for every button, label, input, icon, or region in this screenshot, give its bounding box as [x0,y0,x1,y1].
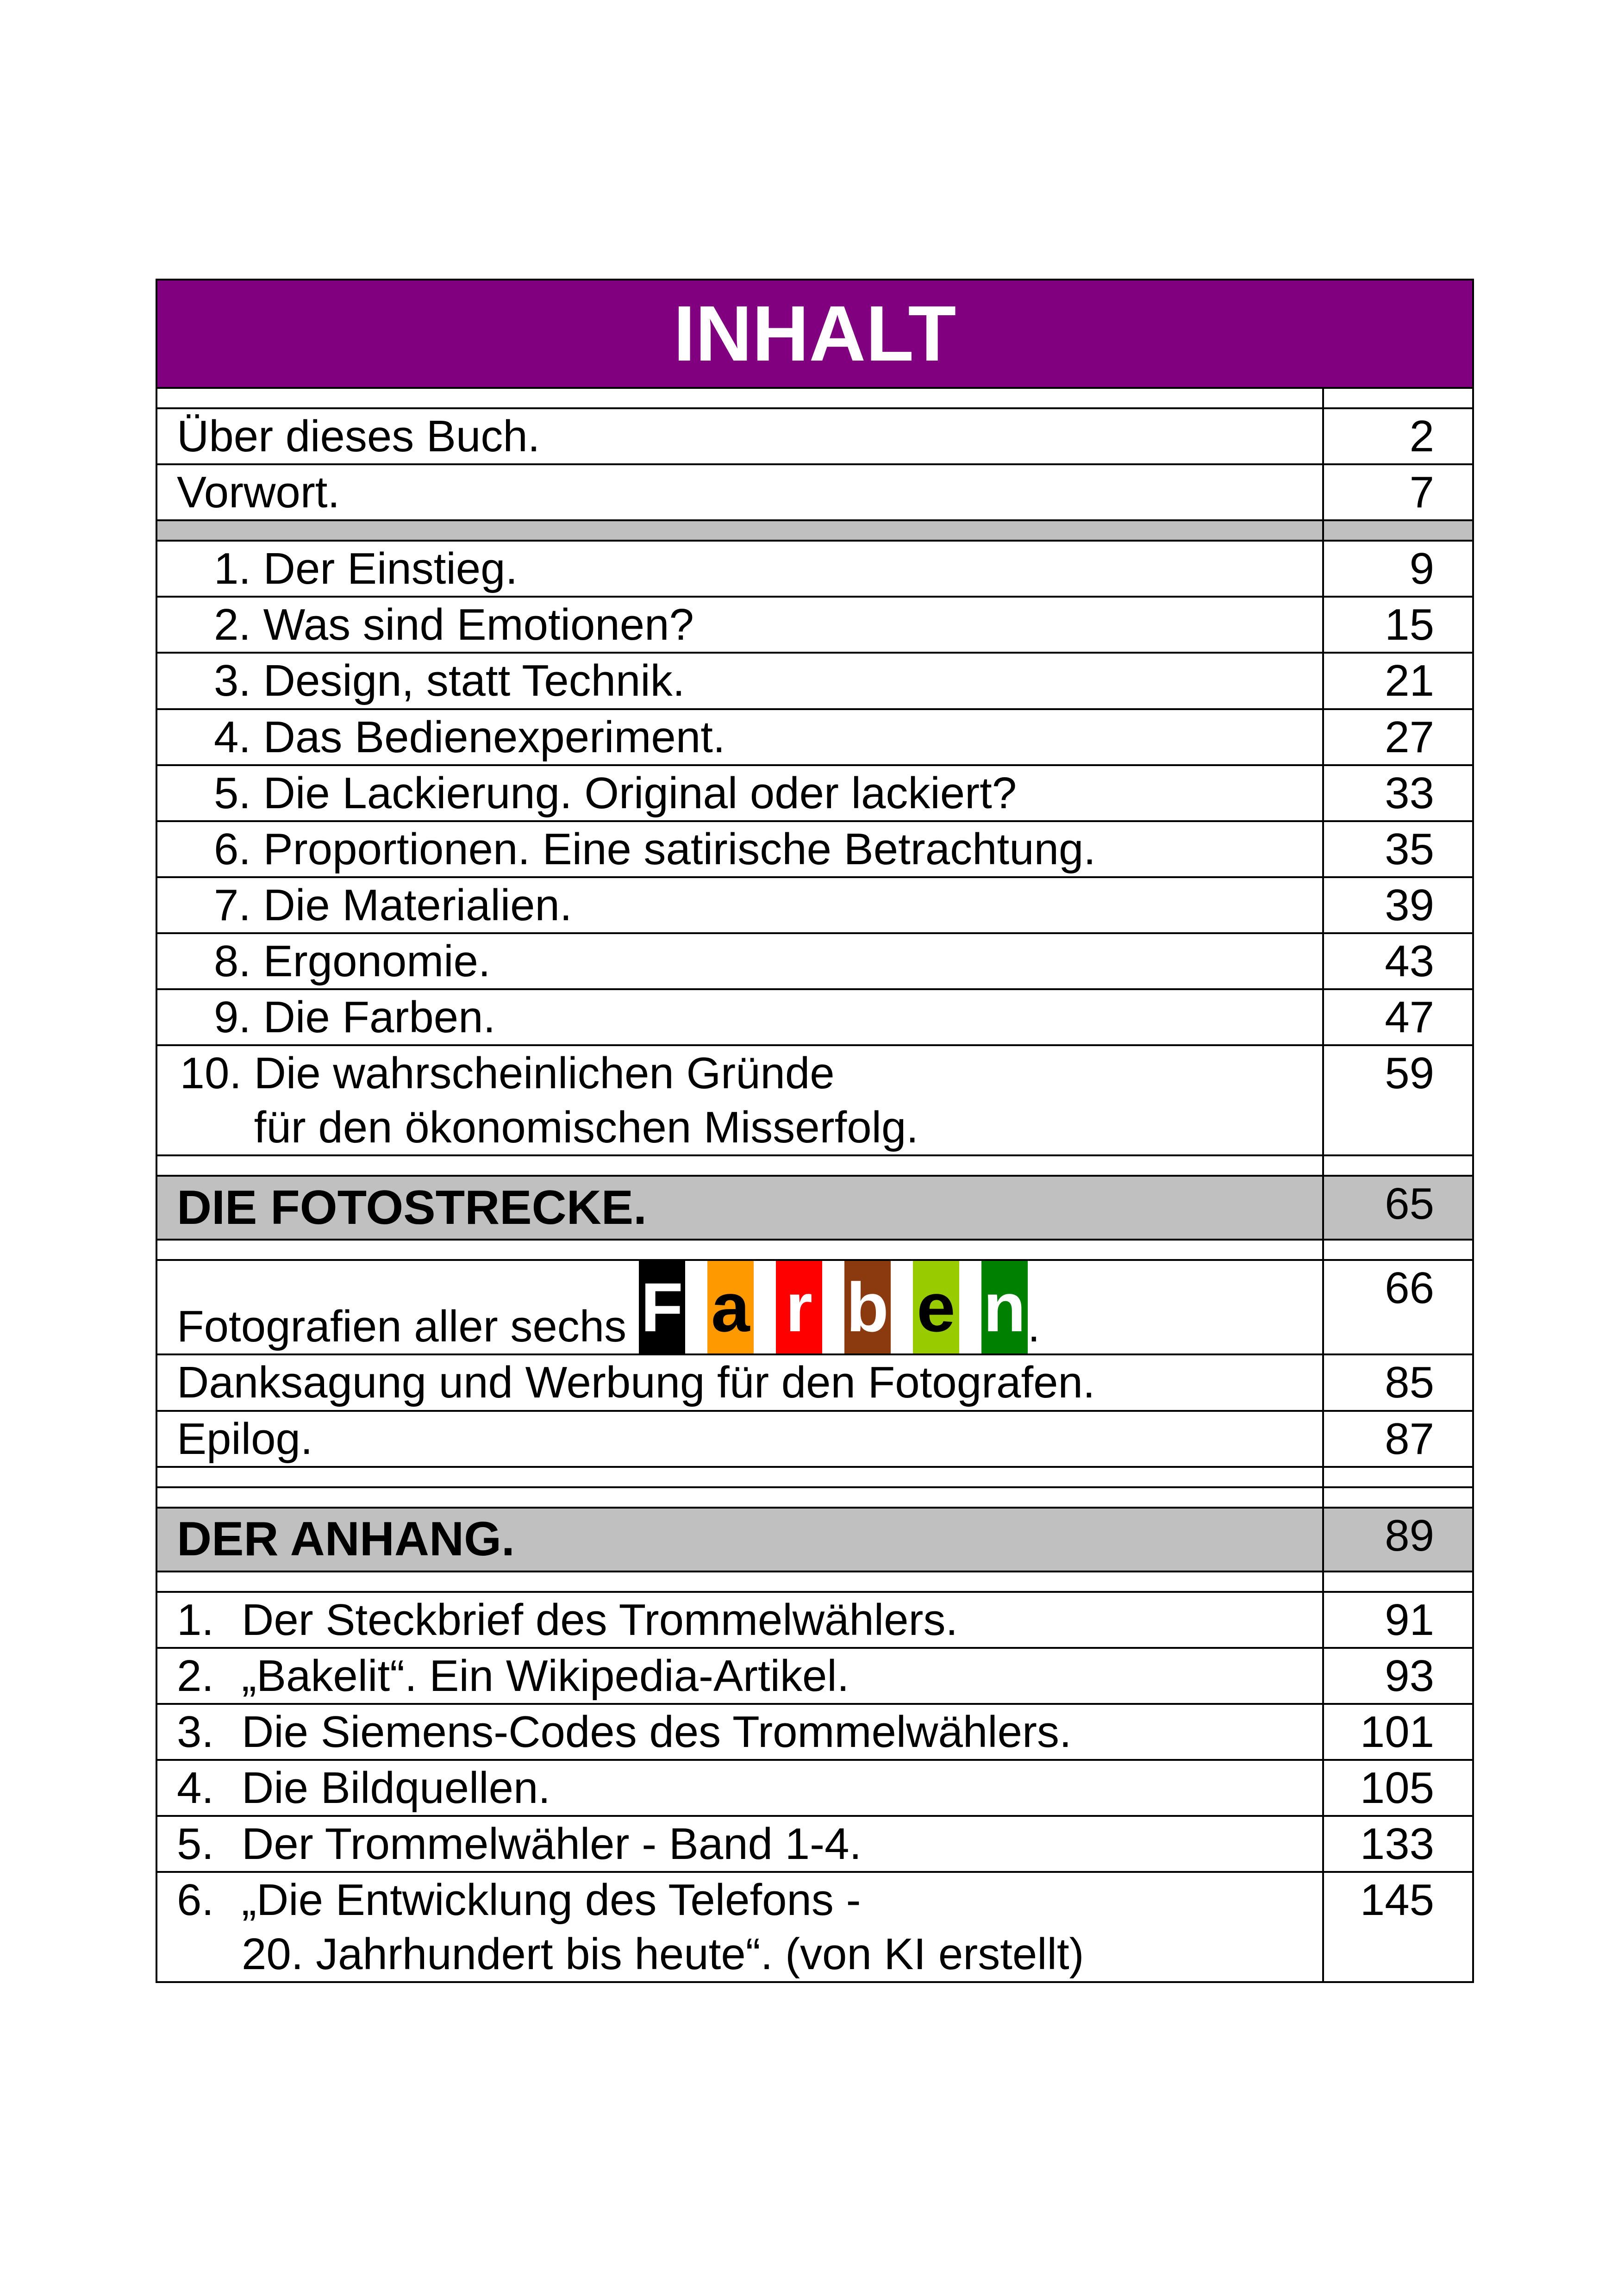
chapter-label-line2: für den ökonomischen Misserfolg. [254,1103,919,1153]
appendix-label: „Bakelit“. Ein Wikipedia-Artikel. [242,1651,849,1701]
chapter-number: 1. [213,544,251,594]
toc-label: Vorwort. [156,464,1323,520]
toc-page: 7 [1323,464,1473,520]
toc-row-chapter-1 [156,541,1473,597]
toc-row-anhang-6 [156,1872,1473,1982]
appendix-number: 6. [177,1875,214,1925]
toc-row-chapter-6 [156,821,1473,877]
chapter-label: Die Farben. [263,992,496,1042]
chapter-label: Proportionen. Eine satirische Betrachtung. [263,824,1096,874]
chapter-number: 7. [213,880,251,930]
toc-row-danksagung [156,1354,1473,1410]
toc-page: 66 [1323,1260,1473,1354]
chapter-number: 2. [213,600,251,650]
toc-page: 145 [1323,1872,1473,1982]
appendix-number: 4. [177,1763,214,1813]
appendix-number: 1. [177,1595,214,1645]
toc-row-chapter-8 [156,933,1473,989]
farben-letter-chip: F [639,1261,685,1353]
farben-prefix: Fotografien aller sechs [177,1302,627,1352]
section-heading: DER ANHANG. [156,1508,1323,1572]
appendix-label: Der Trommelwähler - Band 1-4. [242,1819,862,1869]
toc-row-chapter-3 [156,653,1473,709]
farben-letter-chip: n [981,1261,1028,1353]
toc-page: 133 [1323,1816,1473,1872]
toc-row-chapter-5 [156,765,1473,821]
table-of-contents [156,279,1474,1983]
toc-page: 91 [1323,1592,1473,1648]
chapter-number: 3. [213,656,251,706]
chapter-number: 5. [213,768,251,818]
appendix-label: Die Bildquellen. [242,1763,551,1813]
appendix-label: Die Siemens-Codes des Trommelwählers. [242,1707,1072,1757]
chapter-label: Die wahrscheinlichen Gründe [254,1048,835,1098]
toc-row-anhang-1 [156,1592,1473,1648]
appendix-label-line2: 20. Jahrhundert bis heute“. (von KI erstellt) [242,1929,1084,1979]
chapter-label: Der Einstieg. [263,544,518,594]
farben-suffix: . [1027,1302,1040,1352]
toc-row-chapter-2 [156,597,1473,653]
toc-page: 2 [1323,408,1473,464]
chapter-number: 10. [180,1048,242,1098]
chapter-label: Die Lackierung. Original oder lackiert? [263,768,1017,818]
farben-letter-chip: a [707,1261,754,1353]
appendix-number: 5. [177,1819,214,1869]
chapter-label: Die Materialien. [263,880,572,930]
toc-row-anhang-2 [156,1648,1473,1704]
spacer-row [156,1240,1473,1260]
toc-row-chapter-10 [156,1045,1473,1155]
toc-page: 35 [1323,821,1473,877]
toc-page: 101 [1323,1704,1473,1760]
toc-page: 9 [1323,541,1473,597]
toc-row-front-1 [156,408,1473,464]
chapter-number: 4. [213,712,251,762]
farben-letters [639,1268,1050,1351]
toc-page: 65 [1323,1176,1473,1240]
toc-page: 39 [1323,877,1473,933]
toc-page: 105 [1323,1760,1473,1816]
spacer-row [156,1467,1473,1487]
chapter-number: 6. [213,824,251,874]
farben-letter-chip: r [776,1261,822,1353]
appendix-number: 3. [177,1707,214,1757]
toc-page: 47 [1323,989,1473,1045]
toc-page: 87 [1323,1411,1473,1467]
appendix-label: „Die Entwicklung des Telefons - [242,1875,861,1925]
toc-row-chapter-9 [156,989,1473,1045]
toc-row-chapter-4 [156,709,1473,765]
chapter-label: Das Bedienexperiment. [263,712,725,762]
chapter-label: Was sind Emotionen? [263,600,694,650]
toc-row-anhang-5 [156,1816,1473,1872]
toc-page: 33 [1323,765,1473,821]
section-anhang [156,1508,1473,1572]
appendix-number: 2. [177,1651,214,1701]
toc-page: 59 [1323,1045,1473,1155]
toc-page: 93 [1323,1648,1473,1704]
toc-page: 27 [1323,709,1473,765]
toc-page: 89 [1323,1508,1473,1572]
toc-label: Epilog. [156,1411,1323,1467]
chapter-number: 9. [213,992,251,1042]
toc-row-chapter-7 [156,877,1473,933]
appendix-label: Der Steckbrief des Trommelwählers. [242,1595,958,1645]
toc-page: 21 [1323,653,1473,709]
section-heading: DIE FOTOSTRECKE. [156,1176,1323,1240]
spacer-row [156,388,1473,408]
toc-page: 15 [1323,597,1473,653]
toc-page: 43 [1323,933,1473,989]
toc-row-anhang-3 [156,1704,1473,1760]
spacer-row [156,1487,1473,1508]
spacer-row [156,1155,1473,1176]
toc-row-anhang-4 [156,1760,1473,1816]
toc-row-farben [156,1260,1473,1354]
spacer-row [156,1572,1473,1592]
farben-letter-chip: b [844,1261,891,1353]
section-fotostrecke [156,1176,1473,1240]
toc-page: 85 [1323,1354,1473,1410]
spacer-row-gray [156,520,1473,541]
toc-title-row [156,280,1473,388]
toc-row-front-2 [156,464,1473,520]
chapter-label: Ergonomie. [263,936,491,986]
chapter-label: Design, statt Technik. [263,656,685,706]
toc-label: Danksagung und Werbung für den Fotografen. [156,1354,1323,1410]
farben-letter-chip: e [913,1261,959,1353]
page-title: INHALT [156,280,1473,388]
chapter-number: 8. [213,936,251,986]
toc-label: Über dieses Buch. [156,408,1323,464]
toc-row-epilog [156,1411,1473,1467]
